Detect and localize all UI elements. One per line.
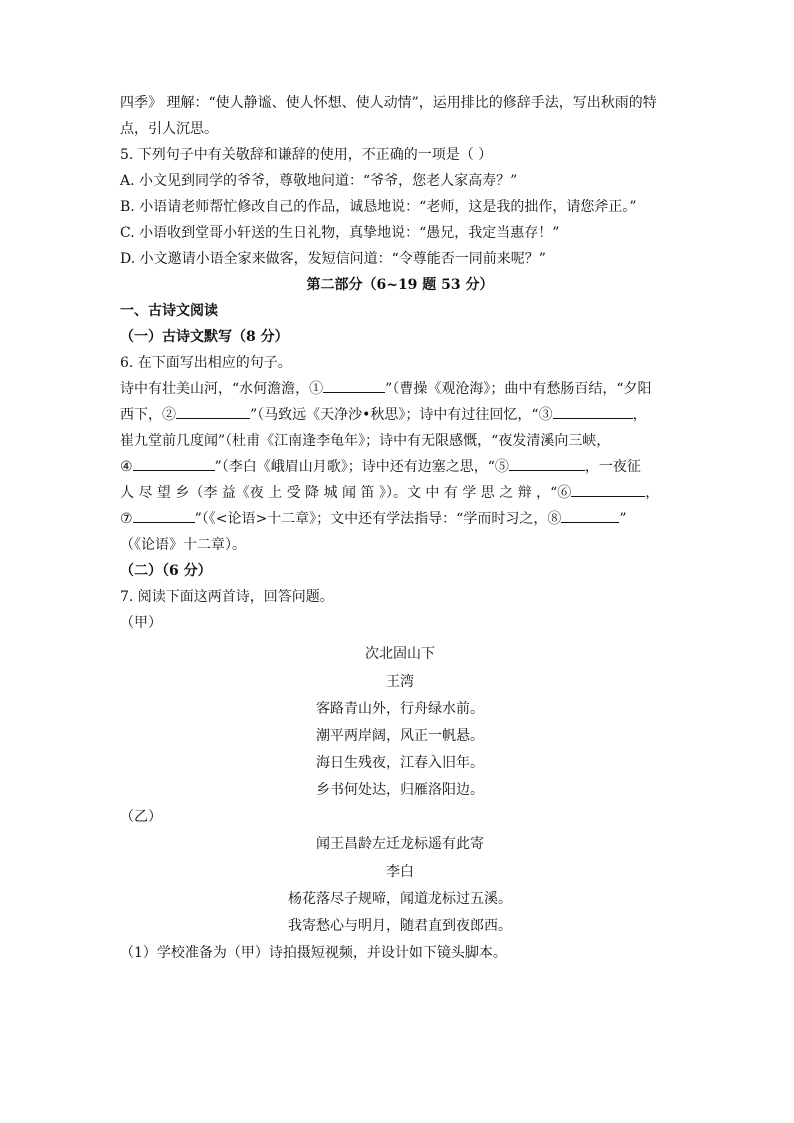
q6-text: ”（曹操《观沧海》；曲中有愁肠百结，“夕阳 bbox=[385, 381, 652, 397]
q6-text: ”（马致远《天净沙•秋思》；诗中有过往回忆，“③ bbox=[250, 407, 553, 423]
q6-line6 bbox=[120, 506, 680, 532]
subsection1-heading: （一）古诗文默写（8 分） bbox=[120, 329, 289, 345]
blank-7[interactable] bbox=[133, 508, 195, 523]
q6-text: ， bbox=[632, 407, 647, 423]
q6-text: 诗中有壮美山河，“水何澹澹，① bbox=[120, 381, 324, 397]
poem-jia-label: （甲） bbox=[120, 615, 162, 631]
q5-option-a: A. 小文见到同学的爷爷，尊敬地问道：“爷爷，您老人家高寿？” bbox=[120, 173, 518, 189]
q5-option-c: C. 小语收到堂哥小轩送的生日礼物，真挚地说：“愚兄，我定当惠存！” bbox=[120, 225, 560, 241]
q6-text: ④ bbox=[120, 459, 133, 475]
blank-3[interactable] bbox=[553, 404, 633, 419]
q6-line1 bbox=[120, 376, 680, 402]
poem1-title: 次北固山下 bbox=[365, 646, 435, 662]
q6-line2 bbox=[120, 402, 680, 428]
q6-text: ”（李白《峨眉山月歌》；诗中还有边塞之思，“⑤ bbox=[214, 459, 509, 475]
q6-text: ”（《<论语>十二章》；文中还有学法指导：“学而时习之，⑧ bbox=[194, 511, 562, 527]
q6-text: ，一夜征 bbox=[584, 459, 641, 475]
poem2-line: 我寄愁心与明月，随君直到夜郎西。 bbox=[288, 918, 512, 934]
q6-text: 人 尽 望 乡（李 益《夜 上 受 降 城 闻 笛 》）。文 中 有 学 思 之 辩 ，“⑥ bbox=[120, 485, 572, 501]
poem1-line: 乡书何处达，归雁洛阳边。 bbox=[316, 782, 484, 798]
q4-continuation-line1: 四季》 理解：“使人静谧、使人怀想、使人动情”，运用排比的修辞手法，写出秋雨的特 bbox=[120, 95, 657, 111]
q6-text: ” bbox=[619, 511, 627, 527]
poem2-author: 李白 bbox=[386, 864, 414, 880]
q6-text: ， bbox=[645, 485, 660, 501]
poem1-line: 客路青山外，行舟绿水前。 bbox=[316, 701, 484, 717]
poem1-author: 王湾 bbox=[386, 674, 414, 690]
q6-line3: 崔九堂前几度闻”（杜甫《江南逢李龟年》；诗中有无限感慨，“夜发清溪向三峡， bbox=[120, 433, 611, 449]
q6-line5 bbox=[120, 480, 680, 506]
q5-option-b: B. 小语请老师帮忙修改自己的作品，诚恳地说：“老师，这是我的拙作，请您斧正。” bbox=[120, 199, 637, 215]
blank-4[interactable] bbox=[133, 456, 215, 471]
q6-text: ⑦ bbox=[120, 511, 133, 527]
poem1-line: 海日生残夜，江春入旧年。 bbox=[316, 755, 484, 771]
poem2-title: 闻王昌龄左迁龙标遥有此寄 bbox=[316, 836, 484, 852]
q4-continuation-line2: 点，引人沉思。 bbox=[120, 121, 218, 137]
q5-option-d: D. 小文邀请小语全家来做客，发短信问道：“令尊能否一同前来呢？” bbox=[120, 251, 546, 267]
q6-line4 bbox=[120, 454, 680, 480]
blank-8[interactable] bbox=[561, 508, 619, 523]
poem1-line: 潮平两岸阔，风正一帆悬。 bbox=[316, 728, 484, 744]
blank-1[interactable] bbox=[323, 378, 385, 393]
q6-line7: （《论语》十二章）。 bbox=[120, 537, 246, 553]
blank-6[interactable] bbox=[571, 482, 645, 497]
q6-text: 西下，② bbox=[120, 407, 176, 423]
section1-heading: 一、古诗文阅读 bbox=[120, 303, 218, 319]
part2-title: 第二部分（6~19 题 53 分） bbox=[306, 277, 494, 293]
document-page bbox=[120, 90, 680, 966]
q7-stem: 7. 阅读下面这两首诗，回答问题。 bbox=[120, 589, 334, 605]
subsection2-heading: （二）（6 分） bbox=[120, 563, 212, 579]
poem2-line: 杨花落尽子规啼，闻道龙标过五溪。 bbox=[288, 891, 512, 907]
blank-5[interactable] bbox=[509, 456, 585, 471]
q7-subquestion-1: （1）学校准备为（甲）诗拍摄短视频，并设计如下镜头脚本。 bbox=[120, 945, 507, 961]
poem-yi-label: （乙） bbox=[120, 809, 162, 825]
q5-stem: 5. 下列句子中有关敬辞和谦辞的使用，不正确的一项是（ ） bbox=[120, 147, 493, 163]
blank-2[interactable] bbox=[176, 404, 250, 419]
q6-stem: 6. 在下面写出相应的句子。 bbox=[120, 355, 292, 371]
